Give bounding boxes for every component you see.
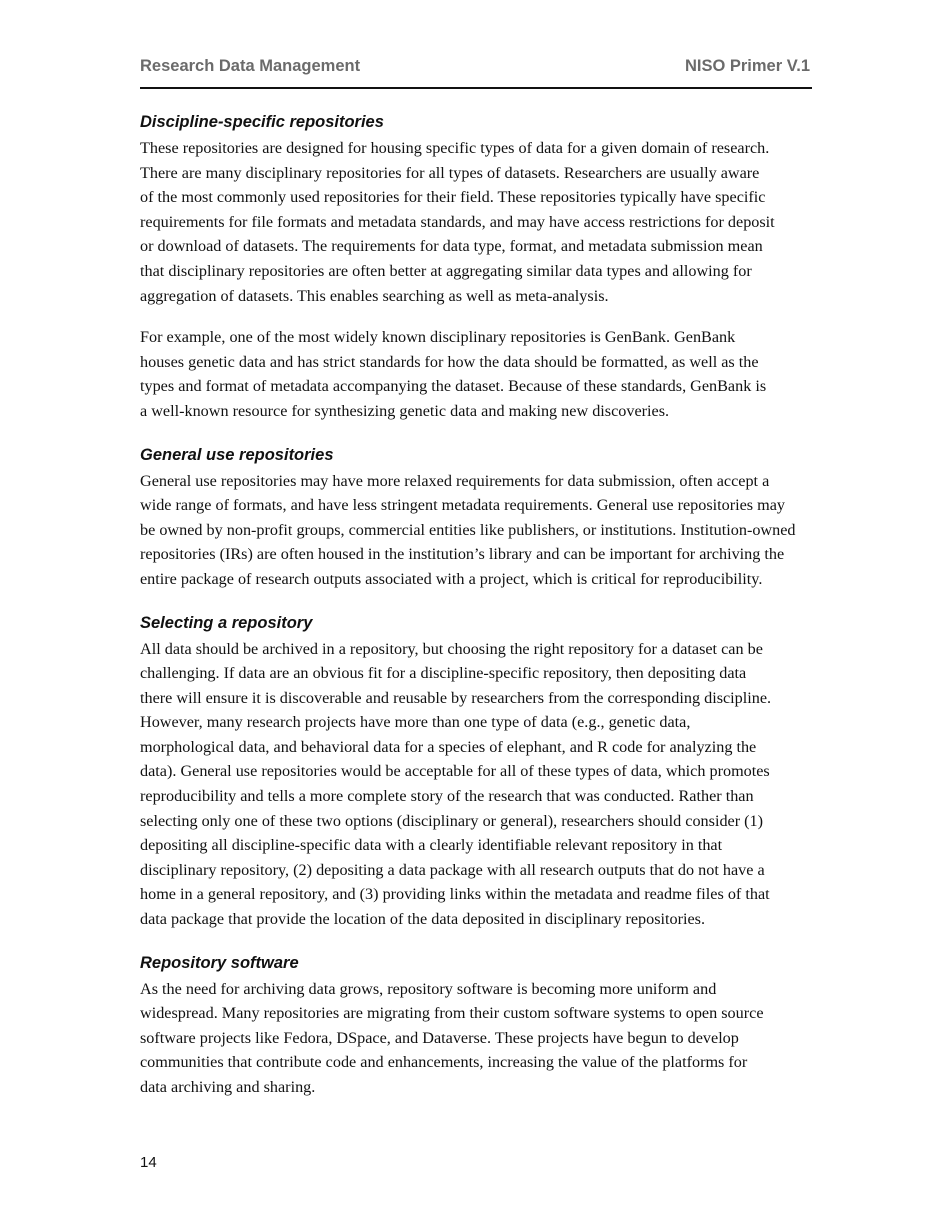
paragraph-line: requirements for file formats and metadata standards, and may have access restrictions for deposit xyxy=(140,212,775,231)
paragraph-line: aggregation of datasets. This enables searching as well as meta-analysis. xyxy=(140,286,609,305)
paragraph-line: However, many research projects have more than one type of data (e.g., genetic data, xyxy=(140,713,691,732)
paragraph-line: General use repositories may have more relaxed requirements for data submission, often accept a xyxy=(140,471,770,490)
paragraph-line: software projects like Fedora, DSpace, and Dataverse. These projects have begun to develop xyxy=(140,1028,739,1047)
paragraph-line: that disciplinary repositories are often better at aggregating similar data types and allowing for xyxy=(140,261,752,280)
page-number: 14 xyxy=(140,1154,157,1171)
body-paragraph xyxy=(140,977,840,1100)
paragraph-line: disciplinary repository, (2) depositing a data package with all research outputs that do not have a xyxy=(140,860,765,879)
paragraph-line: be owned by non-profit groups, commercial entities like publishers, or institutions. Institution-owned xyxy=(140,520,796,539)
section-heading: Repository software xyxy=(140,953,299,972)
page-header xyxy=(140,55,812,89)
body-paragraph xyxy=(140,637,840,932)
paragraph-line: challenging. If data are an obvious fit for a discipline-specific repository, then depositing data xyxy=(140,664,747,683)
paragraph-line: morphological data, and behavioral data for a species of elephant, and R code for analyzing the xyxy=(140,737,757,756)
paragraph-line: a well-known resource for synthesizing genetic data and making new discoveries. xyxy=(140,401,670,420)
section-heading: Discipline-specific repositories xyxy=(140,113,384,131)
paragraph-line: selecting only one of these two options (disciplinary or general), researchers should consider (1) xyxy=(140,811,764,830)
paragraph-line: home in a general repository, and (3) providing links within the metadata and readme files of that xyxy=(140,885,770,904)
paragraph-line: For example, one of the most widely known disciplinary repositories is GenBank. GenBank xyxy=(140,328,736,347)
paragraph-line: As the need for archiving data grows, repository software is becoming more uniform and xyxy=(140,979,717,998)
paragraph-line: there will ensure it is discoverable and reusable by researchers from the corresponding discipline. xyxy=(140,688,772,707)
paragraph-line: depositing all discipline-specific data with a clearly identifiable relevant repository in that xyxy=(140,836,723,855)
paragraph-line: types and format of metadata accompanying the dataset. Because of these standards, GenBank is xyxy=(140,377,767,396)
section-heading: General use repositories xyxy=(140,445,334,464)
paragraph-line: or download of datasets. The requirements for data type, format, and metadata submission mean xyxy=(140,237,763,256)
body-paragraph xyxy=(140,325,840,423)
header-right-title: NISO Primer V.1 xyxy=(684,57,810,75)
paragraph-line: These repositories are designed for housing specific types of data for a given domain of research. xyxy=(140,139,770,157)
paragraph-line: communities that contribute code and enhancements, increasing the value of the platforms for xyxy=(140,1053,748,1072)
paragraph-line: widespread. Many repositories are migrating from their custom software systems to open source xyxy=(140,1004,764,1023)
paragraph-line: data archiving and sharing. xyxy=(140,1078,316,1096)
paragraph-line: of the most commonly used repositories for their field. These repositories typically have specific xyxy=(140,188,766,207)
paragraph-line: reproducibility and tells a more complete story of the research that was conducted. Rather than xyxy=(140,787,754,806)
paragraph-line: data package that provide the location of the data deposited in disciplinary repositories. xyxy=(140,910,706,929)
header-left-title: Research Data Management xyxy=(140,57,361,75)
section-heading: Selecting a repository xyxy=(140,613,313,632)
paragraph-line: houses genetic data and has strict standards for how the data should be formatted, as well as the xyxy=(140,352,759,371)
paragraph-line: data). General use repositories would be acceptable for all of these types of data, which promotes xyxy=(140,762,770,781)
body-paragraph xyxy=(140,469,840,592)
paragraph-line: There are many disciplinary repositories for all types of datasets. Researchers are usually aware xyxy=(140,163,760,182)
paragraph-line: wide range of formats, and have less stringent metadata requirements. General use repositories may xyxy=(140,496,786,515)
body-paragraph xyxy=(140,136,840,308)
main-content xyxy=(140,110,840,1100)
paragraph-line: All data should be archived in a repository, but choosing the right repository for a dataset can be xyxy=(140,639,763,658)
paragraph-line: entire package of research outputs associated with a project, which is critical for reproducibility. xyxy=(140,569,763,588)
paragraph-line: repositories (IRs) are often housed in the institution’s library and can be important for archiving the xyxy=(140,545,785,564)
